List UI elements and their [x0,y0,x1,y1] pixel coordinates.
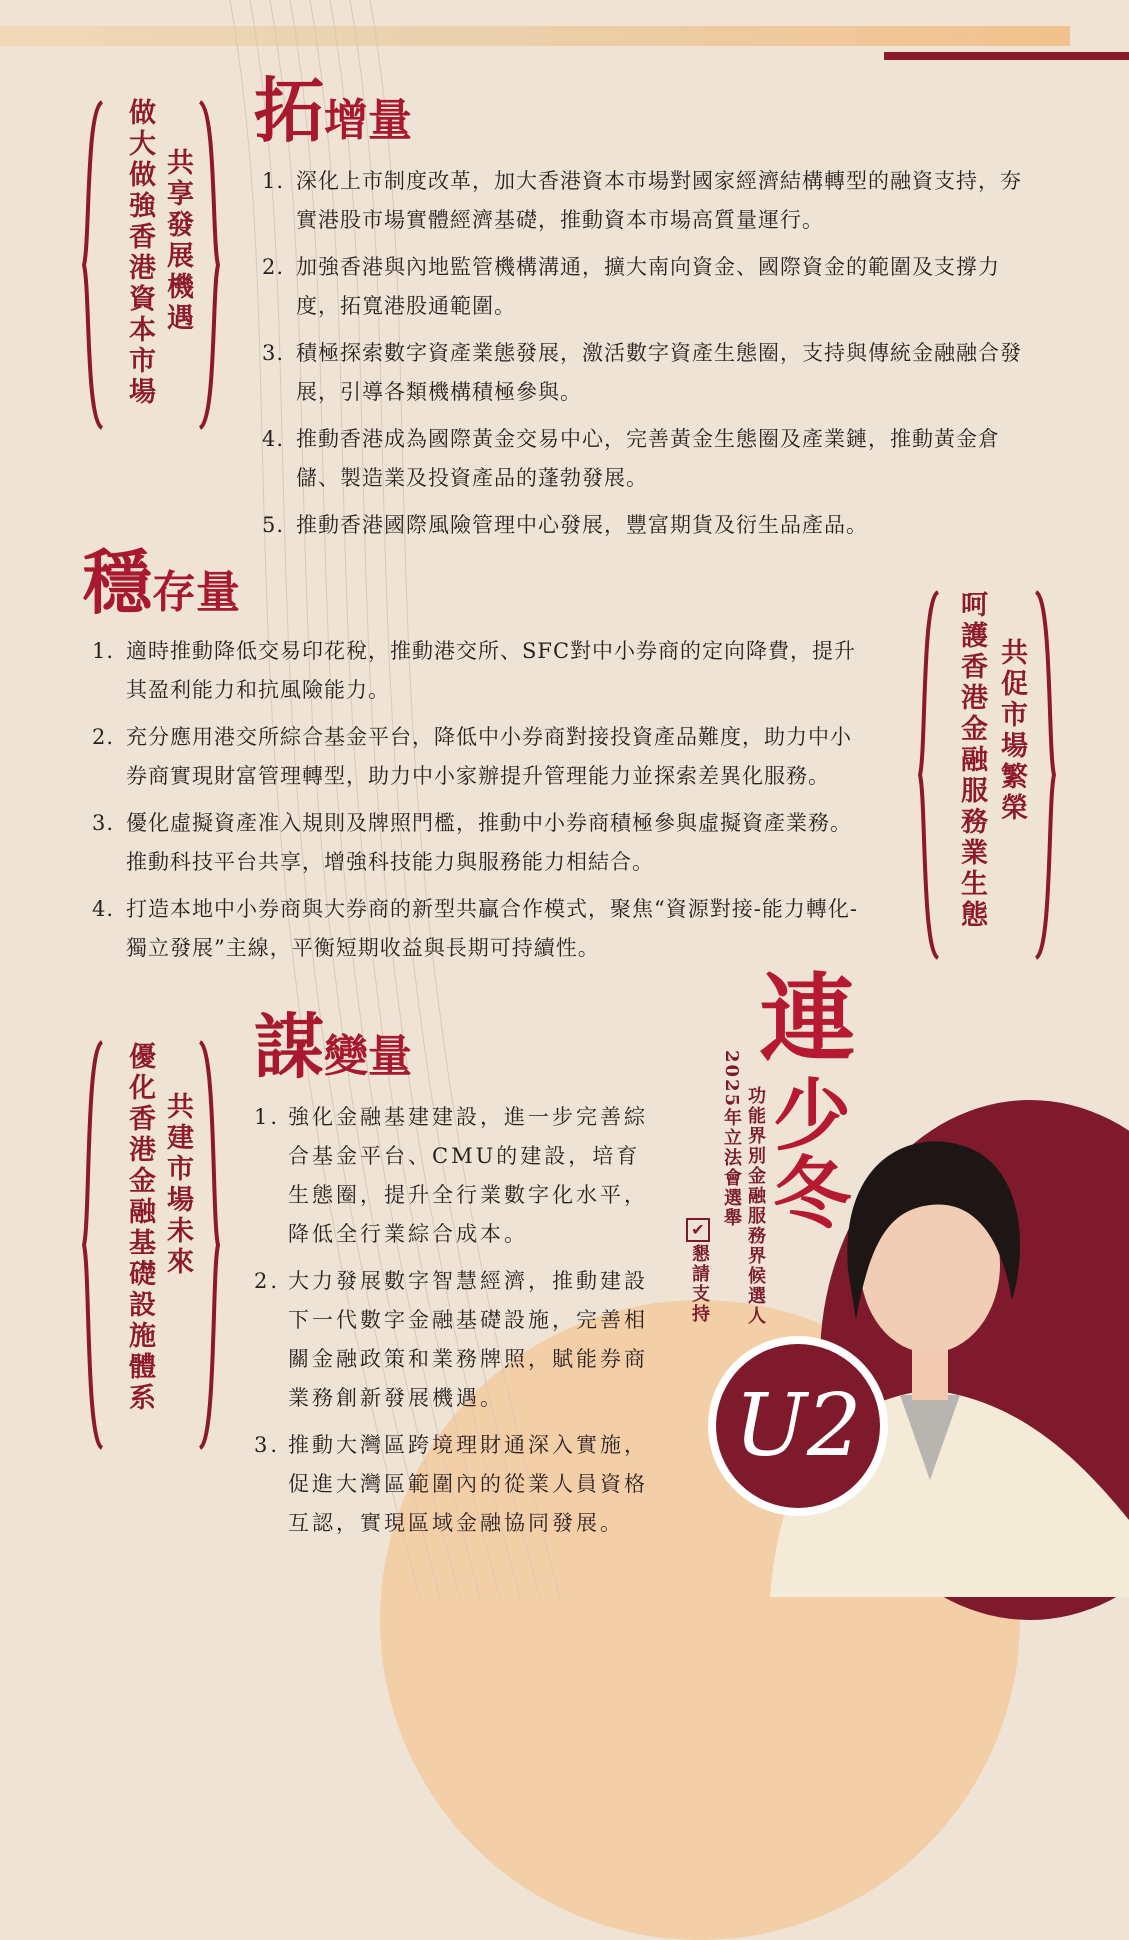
list-item-text: 加強香港與內地監管機構溝通，擴大南向資金、國際資金的範圍及支撐力度，拓寬港股通範圍。 [296,255,1000,318]
top-dark-bar [884,52,1129,60]
candidate-name-first: 連 [744,968,857,1064]
list-item-text: 推動香港成為國際黃金交易中心，完善黃金生態圈及產業鏈，推動黃金倉儲、製造業及投資產品的蓬勃發展。 [296,427,1000,490]
section-3-heading [254,1005,412,1088]
list-item [262,420,1032,498]
list-item-number: 4. [92,897,115,921]
left-bracket-icon [82,100,104,430]
left-bracket-icon [918,590,940,960]
top-gradient-bar [0,26,1070,46]
list-item-text: 深化上市制度改革，加大香港資本市場對國家經濟結構轉型的融資支持，夯實港股市場實體經濟基礎，推動資本市場高質量運行。 [296,169,1022,232]
list-item [262,334,1032,412]
list-item [254,1426,654,1543]
section-1-heading [254,69,412,152]
section-2-heading [82,541,240,624]
list-item-number: 1. [254,1105,281,1129]
section-2-heading-small: 存量 [152,567,240,618]
right-bracket-icon [198,100,220,430]
list-item [92,804,872,882]
list-item [92,632,872,710]
election-year-line: 2025年立法會選舉 [721,1050,742,1229]
list-item-number: 3. [262,341,285,365]
right-bracket-icon [198,1040,220,1450]
list-item-number: 2. [92,725,115,749]
list-item-text: 優化虛擬資產准入規則及牌照門檻，推動中小券商積極參與虛擬資產業務。推動科技平台共享，增強科技能力與服務能力相結合。 [126,811,852,874]
list-item-text: 適時推動降低交易印花稅，推動港交所、SFC對中小券商的定向降費，提升其盈利能力和抗風險能力。 [126,639,857,702]
list-item-number: 3. [254,1433,281,1457]
list-item-number: 2. [254,1269,281,1293]
section-2-heading-big: 穩 [82,541,152,624]
list-item-text: 推動大灣區跨境理財通深入實施，促進大灣區範圍內的從業人員資格互認，實現區域金融協同發展。 [288,1433,648,1535]
section-1-heading-small: 增量 [324,95,412,146]
section-3-slogan-main: 優化香港金融基礎設施體系 [124,1042,155,1414]
list-item-number: 4. [262,427,285,451]
list-item [262,162,1032,240]
section-3-slogan-sub: 共建市場未來 [162,1092,193,1278]
candidate-name-given: 少冬 [760,1074,851,1230]
section-3-heading-big: 謀 [254,1005,324,1088]
list-item [92,890,872,968]
list-item-text: 充分應用港交所綜合基金平台，降低中小券商對接投資產品難度，助力中小券商實現財富管理轉型，助力中小家辦提升管理能力並探索差異化服務。 [126,725,852,788]
candidate-number-badge [716,1344,880,1508]
section-2-slogan-main: 呵護香港金融服務業生態 [956,590,987,931]
list-item-text: 打造本地中小券商與大券商的新型共贏合作模式，聚焦“資源對接-能力轉化-獨立發展”主線，平衡短期收益與長期可持續性。 [126,897,858,960]
list-item-text: 強化金融基建建設，進一步完善綜合基金平台、CMU的建設，培育生態圈，提升全行業數字化水平，降低全行業綜合成本。 [288,1105,648,1246]
left-bracket-icon [82,1040,104,1450]
section-2-slogan-sub: 共促市場繁榮 [996,638,1027,824]
candidate-number: U2 [734,1376,862,1476]
section-1-slogan-main: 做大做強香港資本市場 [124,98,155,408]
list-item [262,248,1032,326]
list-item-number: 1. [262,169,285,193]
list-item [254,1262,654,1418]
list-item [262,506,1032,545]
section-3-list [254,1098,654,1551]
right-bracket-icon [1034,590,1056,960]
list-item-text: 大力發展數字智慧經濟，推動建設下一代數字金融基礎設施，完善相關金融政策和業務牌照，賦能券商業務創新發展機遇。 [288,1269,648,1410]
support-text: 懇請支持 [689,1244,710,1324]
section-1-list [262,162,1032,553]
list-item-text: 積極探索數字資產業態發展，激活數字資產生態圈，支持與傳統金融融合發展，引導各類機構積極參與。 [296,341,1022,404]
list-item-number: 3. [92,811,115,835]
list-item-number: 1. [92,639,115,663]
list-item [92,718,872,796]
list-item [254,1098,654,1254]
section-2-list [92,632,872,976]
section-1-slogan-sub: 共享發展機遇 [162,148,193,334]
section-3-heading-small: 變量 [324,1031,412,1082]
list-item-text: 推動香港國際風險管理中心發展，豐富期貨及衍生品產品。 [296,513,868,537]
list-item-number: 5. [262,513,285,537]
candidate-role-line: 功能界別金融服務界候選人 [745,1086,766,1326]
list-item-number: 2. [262,255,285,279]
section-1-heading-big: 拓 [254,69,324,152]
checkbox-icon: ✔ [686,1218,710,1242]
